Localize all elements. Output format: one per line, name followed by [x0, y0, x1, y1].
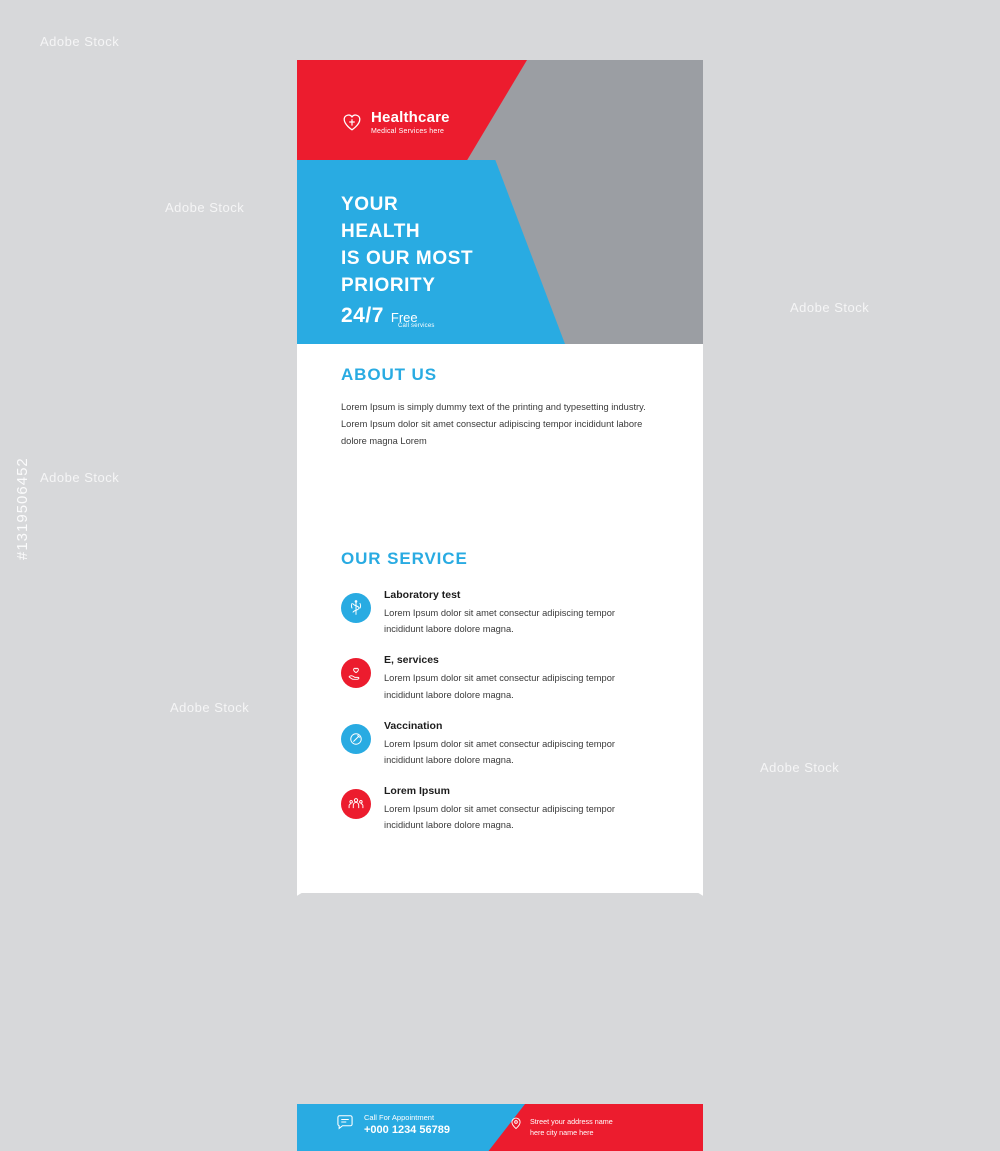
address-line-2: here city name here: [530, 1128, 594, 1138]
caduceus-icon: [341, 593, 371, 623]
availability-word: Free: [390, 310, 418, 325]
service-item: [341, 654, 661, 702]
poster-body: [297, 344, 703, 1138]
service-title: E, services: [384, 654, 439, 667]
logo: [341, 110, 450, 135]
footer-address: [509, 1116, 613, 1138]
availability-subtext: Call services: [398, 323, 435, 329]
headline-line-1: YOUR: [341, 194, 399, 215]
service-text-block: [384, 785, 650, 833]
service-title: Laboratory test: [384, 589, 461, 601]
family-group-icon: [341, 789, 371, 819]
headline-line-3: IS OUR MOST: [341, 247, 474, 269]
poster-stand-base: [297, 893, 703, 950]
service-text-block: [384, 589, 650, 637]
footer-address-text: [530, 1116, 613, 1138]
watermark-text: Adobe Stock: [760, 760, 840, 775]
services-title: OUR SERVICE: [341, 549, 468, 568]
availability-number: 24/7: [341, 304, 384, 327]
address-line-1: Street your address name: [530, 1117, 613, 1126]
poster-header: [297, 60, 703, 344]
syringe-shield-icon: [341, 724, 371, 754]
logo-name: Healthcare: [371, 109, 450, 126]
service-title: Lorem Ipsum: [384, 785, 450, 798]
call-label: Call For Appointment: [364, 1113, 435, 1122]
service-item: [341, 720, 661, 768]
watermark-text: Adobe Stock: [165, 200, 245, 215]
poster-footer: [297, 1104, 703, 1151]
poster-canvas: [297, 60, 703, 1138]
heart-medical-icon: [341, 111, 363, 133]
service-text-block: [384, 654, 650, 702]
watermark-text: Adobe Stock: [790, 300, 870, 315]
service-description: Lorem Ipsum dolor sit amet consectur adipiscing tempor incididunt labore dolore magna.: [384, 608, 615, 635]
watermark-text: Adobe Stock: [170, 700, 250, 715]
watermark-text: Adobe Stock: [40, 470, 120, 485]
phone-number: +000 1234 56789: [364, 1124, 450, 1136]
services-list: [341, 589, 661, 850]
location-pin-icon: [509, 1116, 523, 1135]
hand-heart-icon: [341, 658, 371, 688]
footer-contact-text: [364, 1113, 450, 1136]
service-description: Lorem Ipsum dolor sit amet consectur adipiscing tempor incididunt labore dolore magna.: [384, 673, 615, 700]
footer-contact: [335, 1112, 450, 1137]
logo-tagline: Medical Services here: [371, 127, 445, 135]
about-title: ABOUT US: [341, 365, 437, 384]
service-description: Lorem Ipsum dolor sit amet consectur adipiscing tempor incididunt labore dolore magna.: [384, 804, 615, 831]
headline-line-4: PRIORITY: [341, 274, 436, 296]
service-description: Lorem Ipsum dolor sit amet consectur adipiscing tempor incididunt labore dolore magna.: [384, 738, 615, 765]
service-item: [341, 785, 661, 833]
service-title: Vaccination: [384, 719, 443, 732]
headline: [341, 192, 473, 300]
poster-artwork: [297, 60, 703, 1138]
about-section: [341, 365, 651, 450]
chat-bubble-icon: [335, 1112, 355, 1137]
logo-text: [371, 110, 450, 135]
service-item: [341, 589, 661, 637]
service-text-block: [384, 720, 650, 768]
about-paragraph: Lorem Ipsum is simply dummy text of the printing and typesetting industry. Lorem Ipsum dolor sit amet consectur adipiscing tempor incididunt labore dolore magna Lorem: [341, 402, 646, 446]
watermark-text: Adobe Stock: [40, 34, 120, 49]
asset-id-label: #1319506452: [14, 457, 31, 560]
headline-line-2: HEALTH: [341, 220, 421, 242]
